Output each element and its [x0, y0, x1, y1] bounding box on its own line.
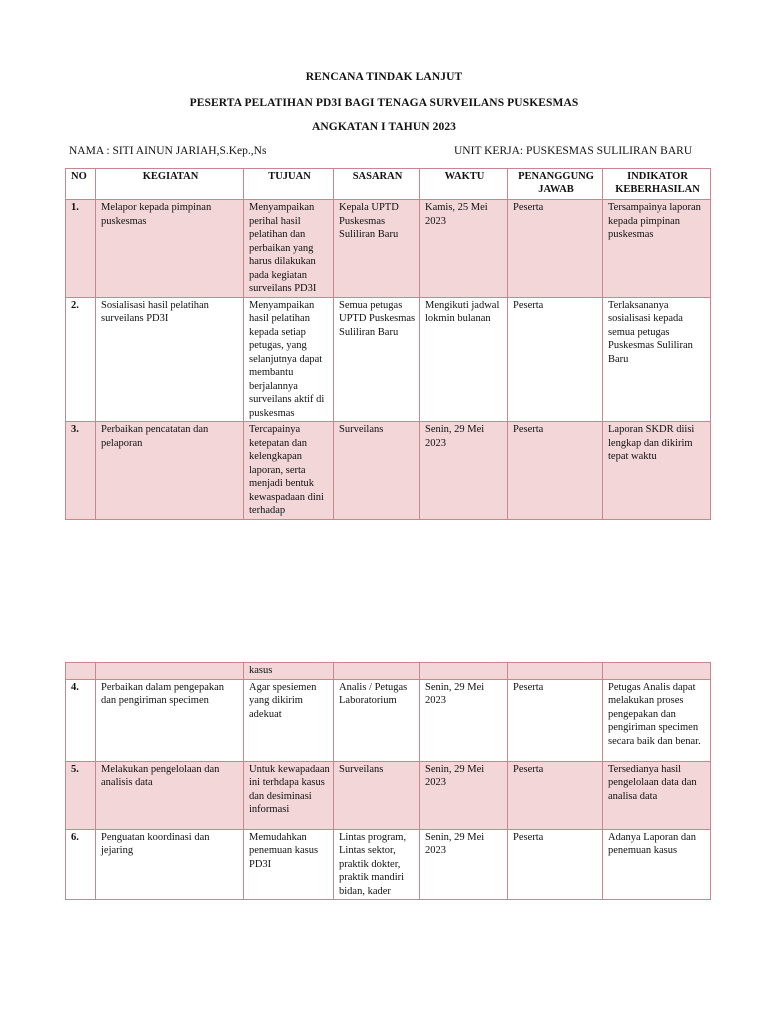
cell-waktu [420, 663, 508, 680]
cell-sasaran: Lintas program, Lintas sektor, praktik dokter, praktik mandiri bidan, kader [334, 829, 420, 900]
participant-name: NAMA : SITI AINUN JARIAH,S.Kep.,Ns [69, 145, 267, 157]
cell-tujuan: Menyampaikan perihal hasil pelatihan dan perbaikan yang harus dilakukan pada kegiatan surveilans PD3I [244, 200, 334, 298]
cell-penanggung-jawab: Peserta [508, 200, 603, 298]
cell-no: 1. [66, 200, 96, 298]
cell-kegiatan: Perbaikan pencatatan dan pelaporan [96, 422, 244, 520]
table-row [66, 297, 711, 422]
table-row [66, 829, 711, 900]
cell-indikator: Laporan SKDR diisi lengkap dan dikirim tepat waktu [603, 422, 711, 520]
cell-penanggung-jawab: Peserta [508, 761, 603, 829]
table-continuation-row [66, 663, 711, 680]
cell-indikator: Tersedianya hasil pengelolaan data dan analisa data [603, 761, 711, 829]
header-no: NO [66, 169, 96, 200]
cell-waktu: Senin, 29 Mei 2023 [420, 422, 508, 520]
header-sasaran: SASARAN [334, 169, 420, 200]
plan-table-part-2 [65, 662, 711, 900]
cell-tujuan: Agar spesiemen yang dikirim adekuat [244, 679, 334, 761]
cell-penanggung-jawab: Peserta [508, 297, 603, 422]
cell-tujuan: kasus [244, 663, 334, 680]
cell-penanggung-jawab: Peserta [508, 422, 603, 520]
document-title: RENCANA TINDAK LANJUT [305, 71, 463, 83]
table-row [66, 200, 711, 298]
cell-kegiatan [96, 663, 244, 680]
table-row [66, 422, 711, 520]
cell-penanggung-jawab: Peserta [508, 829, 603, 900]
table-row [66, 679, 711, 761]
cell-kegiatan: Perbaikan dalam pengepakan dan pengiriman specimen [96, 679, 244, 761]
cell-sasaran: Semua petugas UPTD Puskesmas Suliliran Baru [334, 297, 420, 422]
header-waktu: WAKTU [420, 169, 508, 200]
header-kegiatan: KEGIATAN [96, 169, 244, 200]
cell-tujuan: Tercapainya ketepatan dan kelengkapan laporan, serta menjadi bentuk kewaspadaan dini terhadap [244, 422, 334, 520]
cell-kegiatan: Melapor kepada pimpinan puskesmas [96, 200, 244, 298]
cell-indikator: Tersampainya laporan kepada pimpinan puskesmas [603, 200, 711, 298]
header-penanggung-jawab: PENANGGUNG JAWAB [508, 169, 603, 200]
header-tujuan: TUJUAN [244, 169, 334, 200]
cell-indikator: Adanya Laporan dan penemuan kasus [603, 829, 711, 900]
cell-waktu: Senin, 29 Mei 2023 [420, 679, 508, 761]
cell-sasaran: Kepala UPTD Puskesmas Suliliran Baru [334, 200, 420, 298]
cell-kegiatan: Sosialisasi hasil pelatihan surveilans PD3I [96, 297, 244, 422]
cell-waktu: Kamis, 25 Mei 2023 [420, 200, 508, 298]
cell-sasaran: Analis / Petugas Laboratorium [334, 679, 420, 761]
cell-no [66, 663, 96, 680]
cell-waktu: Senin, 29 Mei 2023 [420, 829, 508, 900]
cell-sasaran: Surveilans [334, 761, 420, 829]
document-subtitle: PESERTA PELATIHAN PD3I BAGI TENAGA SURVEILANS PUSKESMAS [189, 97, 579, 109]
cell-no: 5. [66, 761, 96, 829]
work-unit: UNIT KERJA: PUSKESMAS SULILIRAN BARU [454, 145, 693, 157]
cell-no: 4. [66, 679, 96, 761]
cell-sasaran: Surveilans [334, 422, 420, 520]
table-header-row [66, 169, 711, 200]
document-batch: ANGKATAN I TAHUN 2023 [311, 121, 457, 133]
cell-indikator: Petugas Analis dapat melakukan proses pengepakan dan pengiriman specimen secara baik dan benar. [603, 679, 711, 761]
cell-penanggung-jawab [508, 663, 603, 680]
cell-kegiatan: Penguatan koordinasi dan jejaring [96, 829, 244, 900]
cell-waktu: Mengikuti jadwal lokmin bulanan [420, 297, 508, 422]
cell-penanggung-jawab: Peserta [508, 679, 603, 761]
cell-sasaran [334, 663, 420, 680]
cell-waktu: Senin, 29 Mei 2023 [420, 761, 508, 829]
cell-no: 3. [66, 422, 96, 520]
cell-tujuan: Menyampaikan hasil pelatihan kepada setiap petugas, yang selanjutnya dapat membantu berjalannya surveilans aktif di puskesmas [244, 297, 334, 422]
cell-no: 6. [66, 829, 96, 900]
cell-no: 2. [66, 297, 96, 422]
cell-indikator: Terlaksananya sosialisasi kepada semua petugas Puskesmas Suliliran Baru [603, 297, 711, 422]
cell-kegiatan: Melakukan pengelolaan dan analisis data [96, 761, 244, 829]
table-row [66, 761, 711, 829]
cell-tujuan: Untuk kewapadaan ini terhdapa kasus dan desiminasi informasi [244, 761, 334, 829]
cell-indikator [603, 663, 711, 680]
plan-table-part-1 [65, 168, 711, 520]
cell-tujuan: Memudahkan penemuan kasus PD3I [244, 829, 334, 900]
header-indikator: INDIKATOR KEBERHASILAN [603, 169, 711, 200]
